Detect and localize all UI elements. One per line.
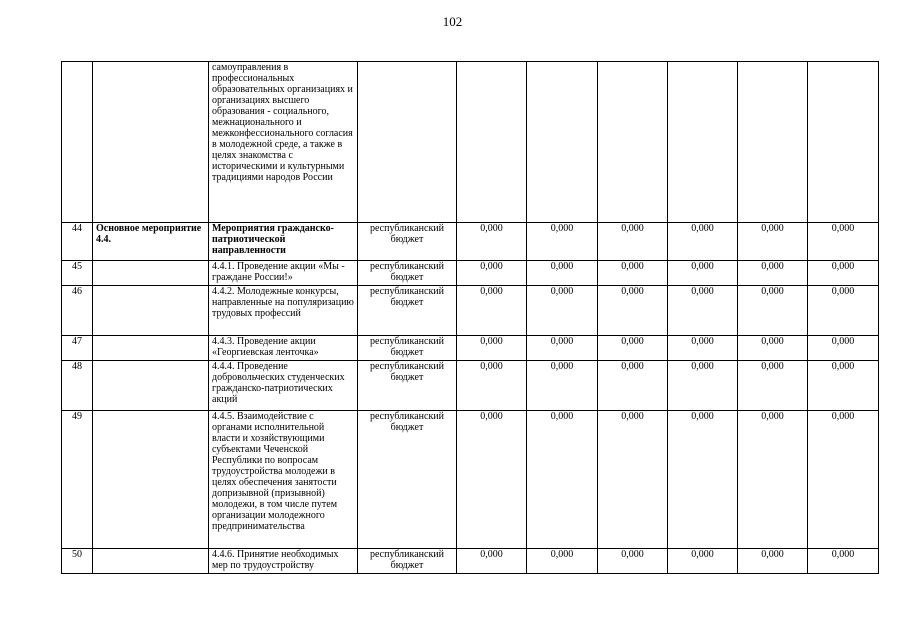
event-name-cell: Мероприятия гражданско-патриотической направленности [209,223,358,261]
value-cell: 0,000 [738,361,808,411]
value-cell: 0,000 [808,223,879,261]
page-number: 102 [442,14,463,29]
row-number-cell: 44 [62,223,93,261]
value-cell: 0,000 [598,411,668,549]
value-cell: 0,000 [457,261,527,286]
table-row-continuation [62,62,879,223]
value-cell: 0,000 [738,411,808,549]
program-cell [93,62,209,223]
value-cell: 0,000 [598,336,668,361]
value-cell: 0,000 [598,286,668,336]
value-cell: 0,000 [738,261,808,286]
row-number-cell: 46 [62,286,93,336]
funding-source-cell: республиканский бюджет [358,411,457,549]
event-name-cell: 4.4.6. Принятие необходимых мер по трудоустройству [209,549,358,574]
value-cell: 0,000 [738,549,808,574]
row-number-cell [62,62,93,223]
program-cell [93,411,209,549]
funding-source-cell: республиканский бюджет [358,336,457,361]
value-cell: 0,000 [668,336,738,361]
table-row [62,361,879,411]
program-cell [93,286,209,336]
value-cell: 0,000 [457,361,527,411]
value-cell [527,62,598,223]
value-cell: 0,000 [668,549,738,574]
value-cell [808,62,879,223]
value-cell [738,62,808,223]
value-cell: 0,000 [808,361,879,411]
value-cell: 0,000 [808,411,879,549]
program-cell [93,261,209,286]
value-cell: 0,000 [598,261,668,286]
value-cell: 0,000 [527,549,598,574]
value-cell: 0,000 [527,411,598,549]
event-name-cell: 4.4.5. Взаимодействие с органами исполнительной власти и хозяйствующими субъектами Чеченской Республики по вопросам трудоустройства молодежи в целях обеспечения занятости допризывной (призывной) молодежи, в том числе путем организации молодежного предпринимательства [209,411,358,549]
value-cell: 0,000 [738,286,808,336]
value-cell: 0,000 [598,549,668,574]
table-row [62,411,879,549]
event-name-cell: самоуправления в профессиональных образовательных организациях и организациях высшего образования - социального, межнационального и межконфессионального согласия в молодежной среде, а также в целях знакомства с историческими и культурными традициями народов России [209,62,358,223]
program-cell [93,361,209,411]
value-cell: 0,000 [527,261,598,286]
table-row [62,223,879,261]
value-cell: 0,000 [738,223,808,261]
funding-source-cell: республиканский бюджет [358,361,457,411]
value-cell: 0,000 [668,411,738,549]
table-row [62,336,879,361]
event-name-cell: 4.4.3. Проведение акции «Георгиевская ленточка» [209,336,358,361]
row-number-cell: 47 [62,336,93,361]
value-cell: 0,000 [527,286,598,336]
value-cell: 0,000 [457,336,527,361]
value-cell: 0,000 [527,223,598,261]
event-name-cell: 4.4.4. Проведение добровольческих студенческих гражданско-патриотических акций [209,361,358,411]
table-row [62,286,879,336]
table-row [62,261,879,286]
funding-source-cell: республиканский бюджет [358,223,457,261]
value-cell: 0,000 [668,261,738,286]
value-cell: 0,000 [808,549,879,574]
program-cell [93,549,209,574]
funding-source-cell: республиканский бюджет [358,261,457,286]
funding-source-cell: республиканский бюджет [358,549,457,574]
value-cell [457,62,527,223]
budget-table [61,61,879,574]
value-cell: 0,000 [668,223,738,261]
row-number-cell: 48 [62,361,93,411]
value-cell [598,62,668,223]
value-cell: 0,000 [668,286,738,336]
value-cell: 0,000 [808,286,879,336]
program-cell: Основное мероприятие 4.4. [93,223,209,261]
event-name-cell: 4.4.2. Молодежные конкурсы, направленные на популяризацию трудовых профессий [209,286,358,336]
value-cell: 0,000 [457,411,527,549]
value-cell: 0,000 [457,286,527,336]
row-number-cell: 45 [62,261,93,286]
value-cell: 0,000 [527,361,598,411]
funding-source-cell [358,62,457,223]
row-number-cell: 50 [62,549,93,574]
value-cell: 0,000 [598,361,668,411]
value-cell: 0,000 [738,336,808,361]
value-cell [668,62,738,223]
table-row [62,549,879,574]
event-name-cell: 4.4.1. Проведение акции «Мы - граждане России!» [209,261,358,286]
value-cell: 0,000 [668,361,738,411]
program-cell [93,336,209,361]
row-number-cell: 49 [62,411,93,549]
value-cell: 0,000 [527,336,598,361]
value-cell: 0,000 [808,336,879,361]
value-cell: 0,000 [598,223,668,261]
funding-source-cell: республиканский бюджет [358,286,457,336]
value-cell: 0,000 [808,261,879,286]
value-cell: 0,000 [457,223,527,261]
value-cell: 0,000 [457,549,527,574]
